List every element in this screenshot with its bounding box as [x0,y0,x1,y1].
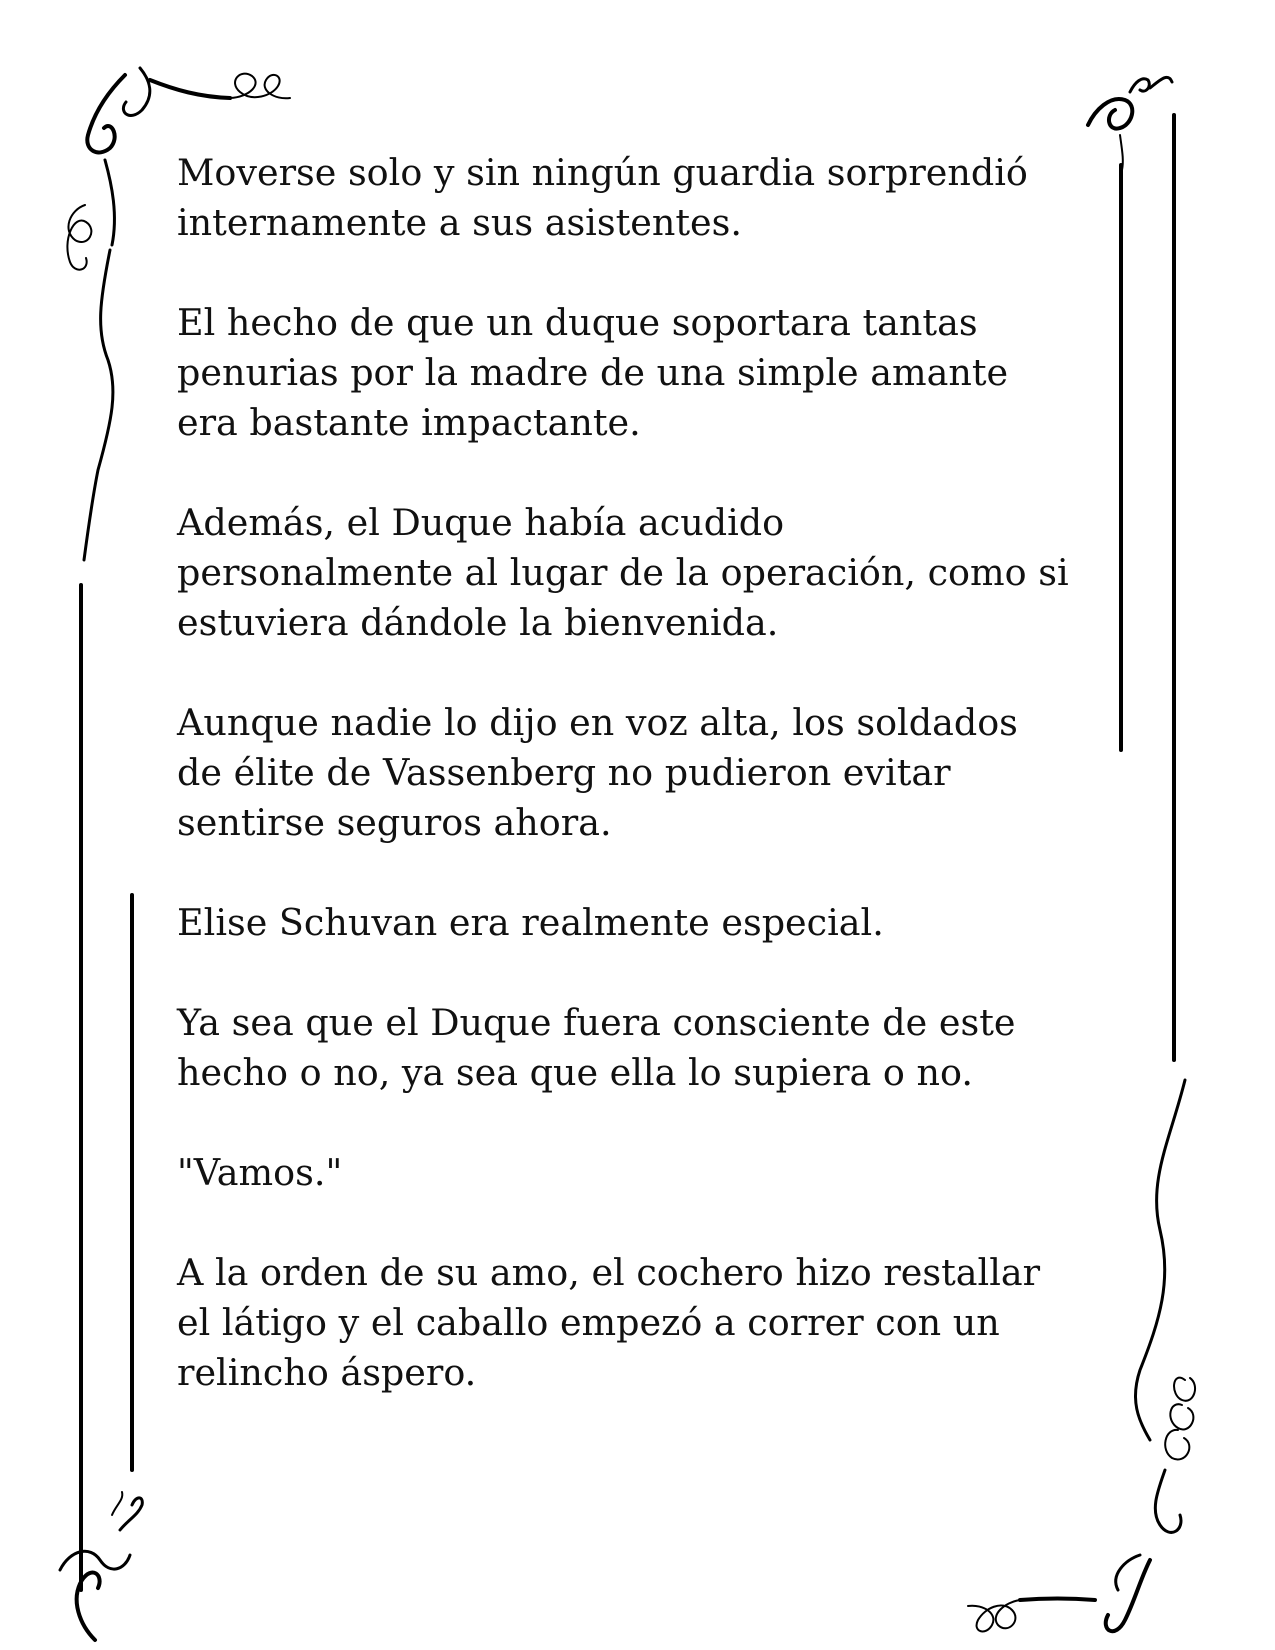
paragraph: Además, el Duque había acudido personalmente al lugar de la operación, como si estuviera dándole la bienvenida. [177,501,1069,644]
bottom-left-flourish [60,1492,142,1640]
paragraph: A la orden de su amo, el cochero hizo restallar el látigo y el caballo empezó a correr con un relincho áspero. [177,1251,1041,1394]
story-text [177,148,1117,1448]
paragraph: Aunque nadie lo dijo en voz alta, los soldados de élite de Vassenberg no pudieron evitar sentirse seguros ahora. [177,701,1018,844]
paragraph: Ya sea que el Duque fuera consciente de este hecho o no, ya sea que ella lo supiera o no. [177,1001,1016,1094]
paragraph: Moverse solo y sin ningún guardia sorprendió internamente a sus asistentes. [177,151,1028,244]
paragraph: Elise Schuvan era realmente especial. [177,901,884,944]
paragraph: "Vamos." [177,1151,343,1194]
paragraph: El hecho de que un duque soportara tantas penurias por la madre de una simple amante era bastante impactante. [177,301,1009,444]
